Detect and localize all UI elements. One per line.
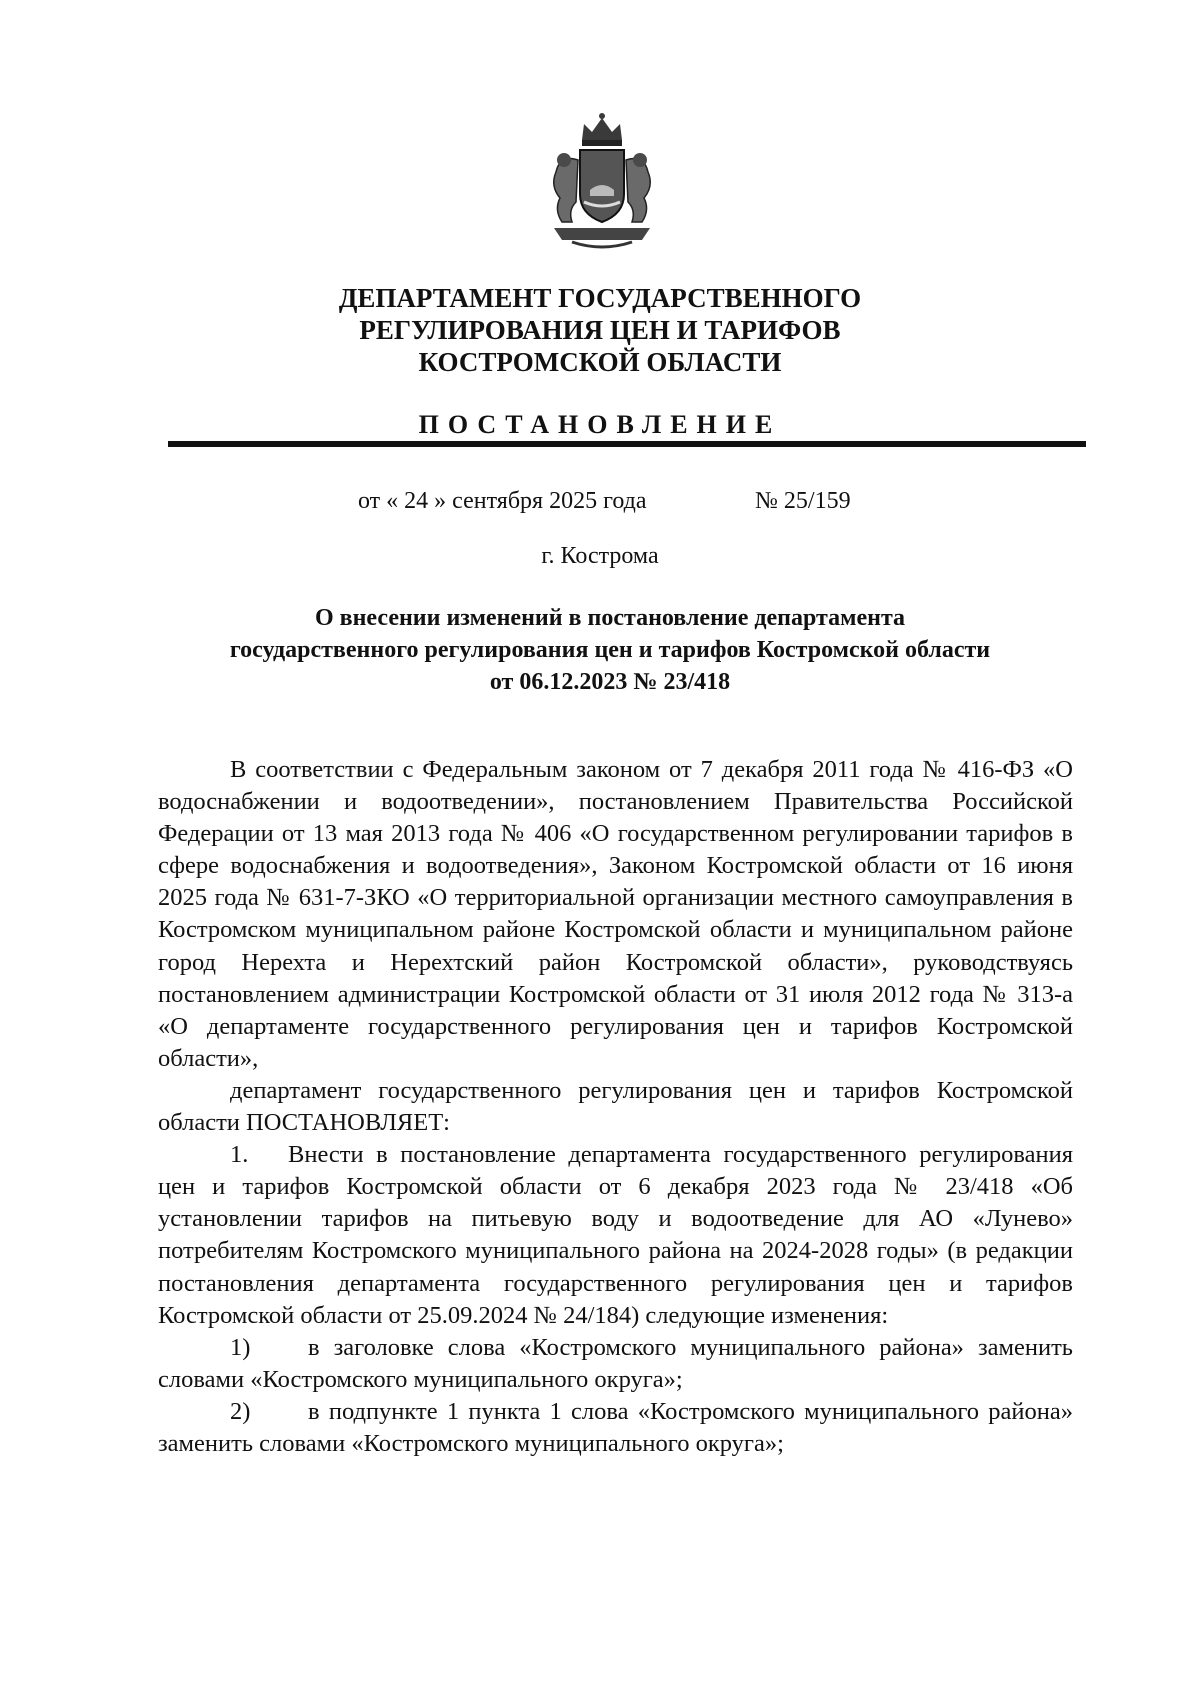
subitem-1-text: в заголовке слова «Костромского муниципального района» заменить словами «Костромского муниципального округа»;	[158, 1333, 1073, 1393]
document-body	[158, 754, 1073, 1460]
document-city: г. Кострома	[541, 543, 659, 569]
resolves-paragraph: департамент государственного регулирования цен и тарифов Костромской области ПОСТАНОВЛЯЕТ:	[158, 1076, 1073, 1137]
department-line-3: КОСТРОМСКОЙ ОБЛАСТИ	[418, 347, 782, 377]
document-number: № 25/159	[755, 488, 851, 514]
item-1-number: 1.	[230, 1141, 249, 1169]
department-line-2: РЕГУЛИРОВАНИЯ ЦЕН И ТАРИФОВ	[359, 315, 841, 345]
department-line-1: ДЕПАРТАМЕНТ ГОСУДАРСТВЕННОГО	[338, 283, 862, 313]
subject-line-3: от 06.12.2023 № 23/418	[489, 669, 731, 695]
subitem-2-number: 2)	[230, 1397, 251, 1425]
document-date: от « 24 » сентября 2025 года	[358, 488, 647, 514]
subitem-1-paragraph	[158, 1332, 1073, 1396]
subitem-2-text: в подпункте 1 пункта 1 слова «Костромского муниципального района» заменить словами «Костромского муниципального округа»;	[158, 1397, 1073, 1457]
document-subject	[150, 602, 1070, 698]
item-1-text: Внести в постановление департамента государственного регулирования цен и тарифов Костромской области от 6 декабря 2023 года № 23/418 «Об установлении тарифов на питьевую воду и водоотведение для АО «Лунево» потребителям Костромского муниципального района на 2024-2028 годы» (в редакции постановления департамента государственного регулирования цен и тарифов Костромской области от 25.09.2024 № 24/184) следующие изменения:	[158, 1141, 1073, 1329]
subject-line-1: О внесении изменений в постановление департамента	[314, 605, 906, 631]
coat-of-arms-icon	[538, 110, 666, 255]
document-type: ПОСТАНОВЛЕНИЕ	[418, 410, 782, 439]
header-divider	[168, 441, 1086, 447]
subject-line-2: государственного регулирования цен и тарифов Костромской области	[229, 637, 991, 663]
department-name	[200, 282, 1000, 378]
subitem-2-paragraph	[158, 1396, 1073, 1460]
preamble-paragraph: В соответствии с Федеральным законом от 7 декабря 2011 года № 416-ФЗ «О водоснабжении и водоотведении», постановлением Правительства Российской Федерации от 13 мая 2013 года № 406 «О государственном регулировании тарифов в сфере водоснабжения и водоотведения», Законом Костромской области от 16 июня 2025 года № 631-7-ЗКО «О территориальной организации местного самоуправления в Костромском муниципальном районе Костромской области и муниципальном районе город Нерехта и Нерехтский район Костромской области», руководствуясь постановлением администрации Костромской области от 31 июля 2012 года № 313-а «О департаменте государственного регулирования цен и тарифов Костромской области»,	[158, 756, 1073, 1072]
subitem-1-number: 1)	[230, 1333, 251, 1361]
item-1-paragraph	[158, 1139, 1073, 1332]
